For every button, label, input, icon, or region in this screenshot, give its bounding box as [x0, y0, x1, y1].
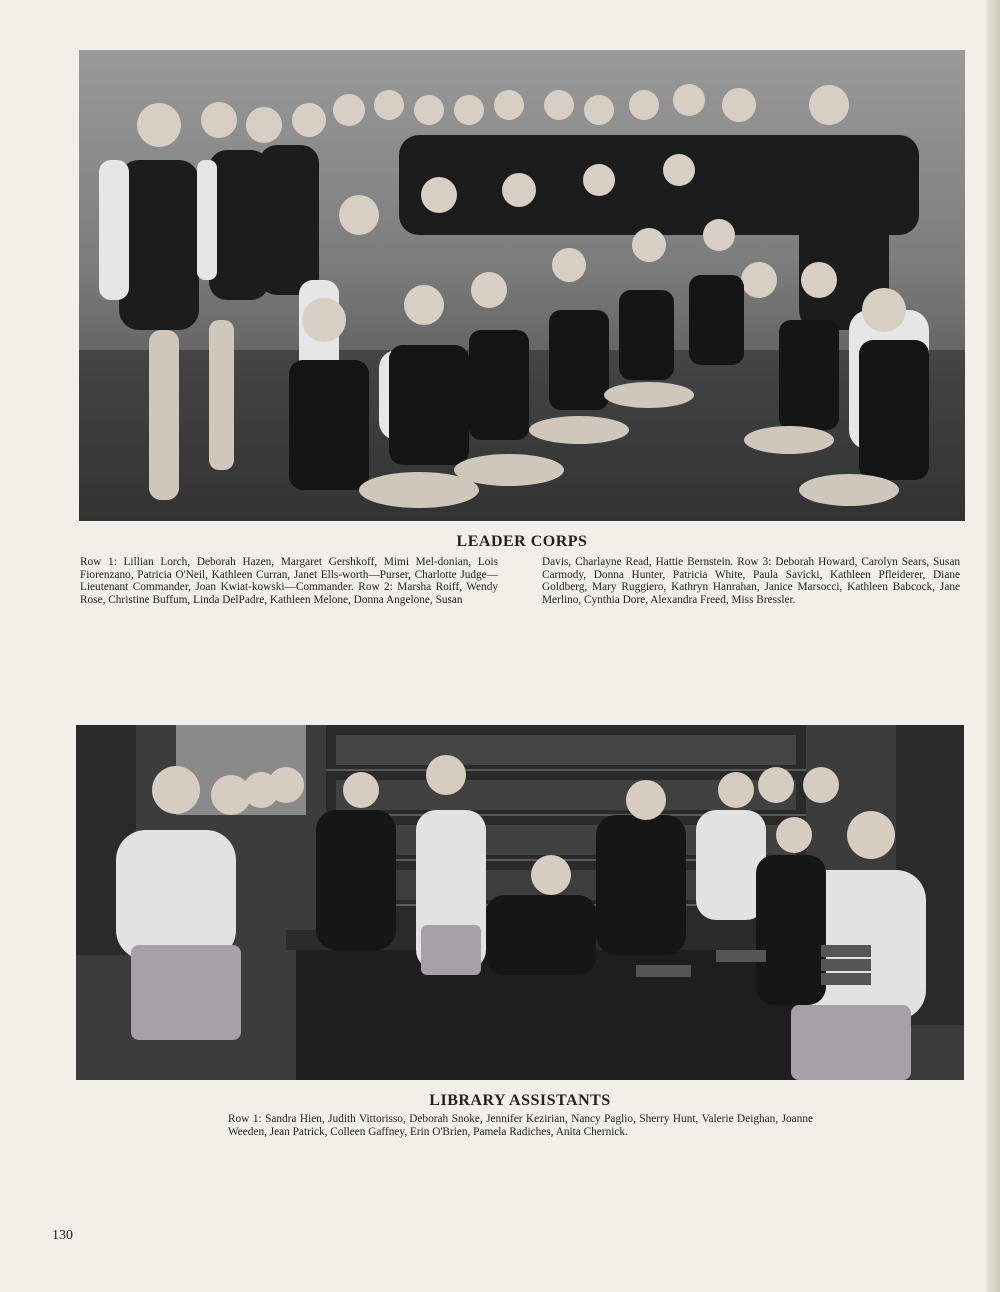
- library-assistants-photo: [76, 725, 964, 1080]
- leader-corps-photo: [79, 50, 965, 521]
- library-assistants-title: LIBRARY ASSISTANTS: [429, 1092, 611, 1109]
- library-assistants-caption: Row 1: Sandra Hien, Judith Vittorisso, Deborah Snoke, Jennifer Kezirian, Nancy Paglio, Sherry Hunt, Valerie Deighan, Joanne Weeden, Jean Patrick, Colleen Gaffney, Erin O'Brien, Pamela Radiches, Anita Chernick.: [228, 1113, 813, 1138]
- page-number: 130: [52, 1228, 73, 1243]
- leader-corps-title: LEADER CORPS: [456, 533, 588, 550]
- leader-corps-caption-left: Row 1: Lillian Lorch, Deborah Hazen, Margaret Gershkoff, Mimi Mel-donian, Lois Fiorenzano, Patricia O'Neil, Kathleen Curran, Janet Ells-worth—Purser, Charlotte Judge—Lieutenant Commander, Joan Kwiat-kowski—Commander. Row 2: Marsha Roiff, Wendy Rose, Christine Buffum, Linda DelPadre, Kathleen Melone, Donna Angelone, Susan: [80, 556, 498, 606]
- leader-corps-caption-right: Davis, Charlayne Read, Hattie Bernstein. Row 3: Deborah Howard, Carolyn Sears, Susan Carmody, Donna Hunter, Patricia White, Paula Savicki, Kathleen Pfleiderer, Diane Goldberg, Mary Ruggiero, Kathryn Hanrahan, Janice Marsocci, Kathleen Babcock, Jane Merlino, Cynthia Dore, Alexandra Freed, Miss Bressler.: [542, 556, 960, 606]
